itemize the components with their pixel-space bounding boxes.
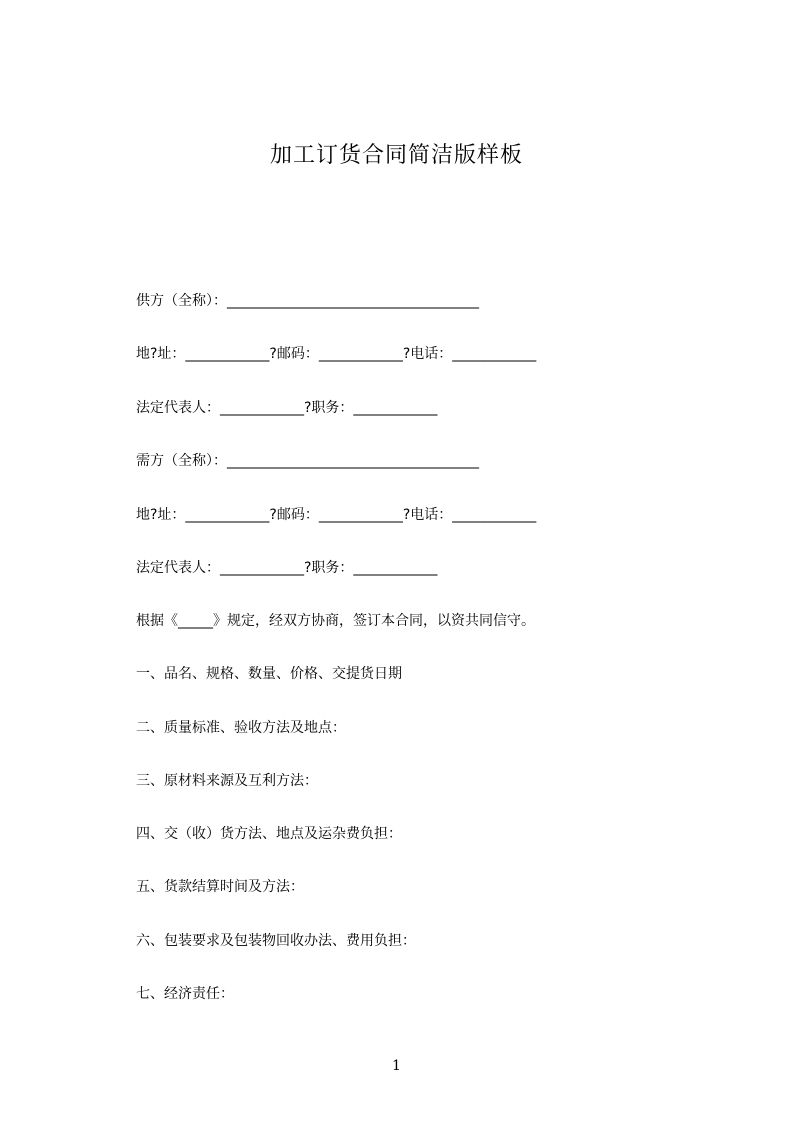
clause-1: 一、品名、规格、数量、价格、交提货日期 xyxy=(136,666,402,682)
document-title: 加工订货合同简洁版样板 xyxy=(269,143,523,168)
buyer-address-line: 地?址：____________?邮码：____________?电话：____________ xyxy=(136,507,537,523)
clause-3: 三、原材料来源及互利方法： xyxy=(136,773,318,789)
supplier-name-line: 供方（全称）：____________________________________ xyxy=(136,293,479,309)
supplier-representative-line: 法定代表人：____________?职务：____________ xyxy=(136,400,438,416)
contract-basis-paragraph: 根据《_____》规定，经双方协商，签订本合同，以资共同信守。 xyxy=(136,613,535,629)
clause-6: 六、包装要求及包装物回收办法、费用负担： xyxy=(136,933,416,949)
clause-2: 二、质量标准、验收方法及地点： xyxy=(136,720,346,736)
clause-7: 七、经济责任： xyxy=(136,986,234,1002)
supplier-address-line: 地?址：____________?邮码：____________?电话：____________ xyxy=(136,346,537,362)
buyer-representative-line: 法定代表人：____________?职务：____________ xyxy=(136,560,438,576)
buyer-name-line: 需方（全称）：____________________________________ xyxy=(136,453,479,469)
clause-5: 五、货款结算时间及方法： xyxy=(136,879,304,895)
clause-4: 四、交（收）货方法、地点及运杂费负担： xyxy=(136,826,402,842)
page-number: 1 xyxy=(392,1058,401,1074)
